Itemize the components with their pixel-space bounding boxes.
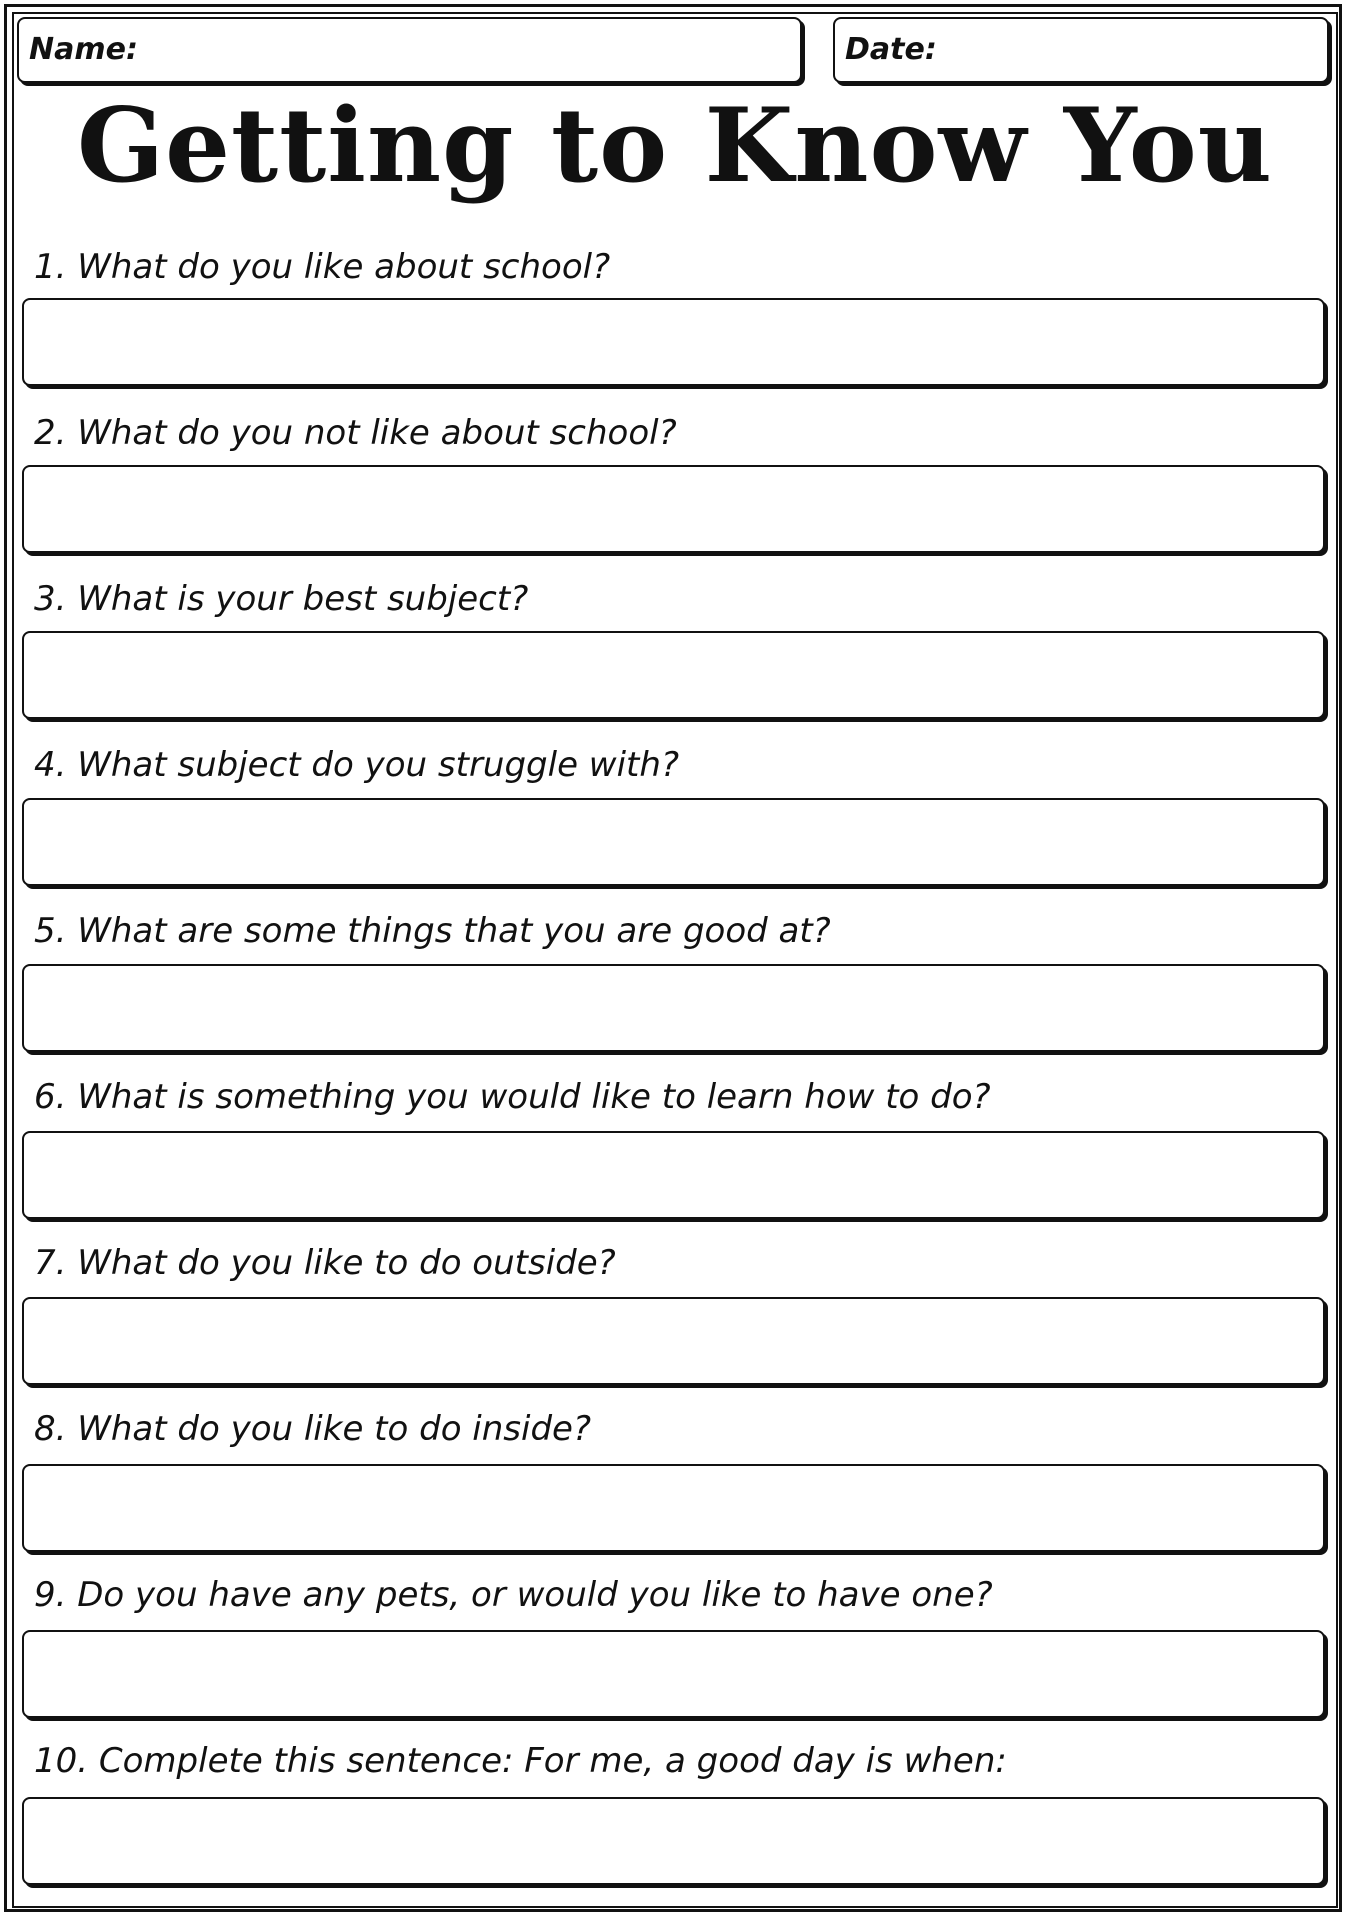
- question-2: 2. What do you not like about school?: [34, 413, 677, 453]
- question-7: 7. What do you like to do outside?: [34, 1243, 616, 1283]
- question-10: 10. Complete this sentence: For me, a good day is when:: [34, 1741, 1007, 1781]
- answer-box-4[interactable]: [22, 798, 1325, 886]
- answer-box-8[interactable]: [22, 1464, 1325, 1552]
- question-4: 4. What subject do you struggle with?: [34, 745, 679, 785]
- question-8: 8. What do you like to do inside?: [34, 1409, 591, 1449]
- question-9: 9. Do you have any pets, or would you like to have one?: [34, 1575, 993, 1615]
- date-label: Date:: [845, 32, 937, 67]
- date-field[interactable]: [833, 17, 1329, 83]
- answer-box-2[interactable]: [22, 465, 1325, 553]
- answer-box-9[interactable]: [22, 1630, 1325, 1718]
- question-5: 5. What are some things that you are good at?: [34, 911, 831, 951]
- name-field[interactable]: [17, 17, 802, 83]
- question-3: 3. What is your best subject?: [34, 579, 529, 619]
- question-1: 1. What do you like about school?: [34, 247, 611, 287]
- answer-box-10[interactable]: [22, 1797, 1325, 1885]
- answer-box-3[interactable]: [22, 631, 1325, 719]
- name-label: Name:: [29, 32, 138, 67]
- answer-box-5[interactable]: [22, 964, 1325, 1052]
- answer-box-6[interactable]: [22, 1131, 1325, 1219]
- page-border-inner: [12, 12, 1338, 1908]
- worksheet-title: Getting to Know You: [77, 86, 1273, 206]
- answer-box-7[interactable]: [22, 1297, 1325, 1385]
- question-6: 6. What is something you would like to learn how to do?: [34, 1077, 991, 1117]
- answer-box-1[interactable]: [22, 298, 1325, 386]
